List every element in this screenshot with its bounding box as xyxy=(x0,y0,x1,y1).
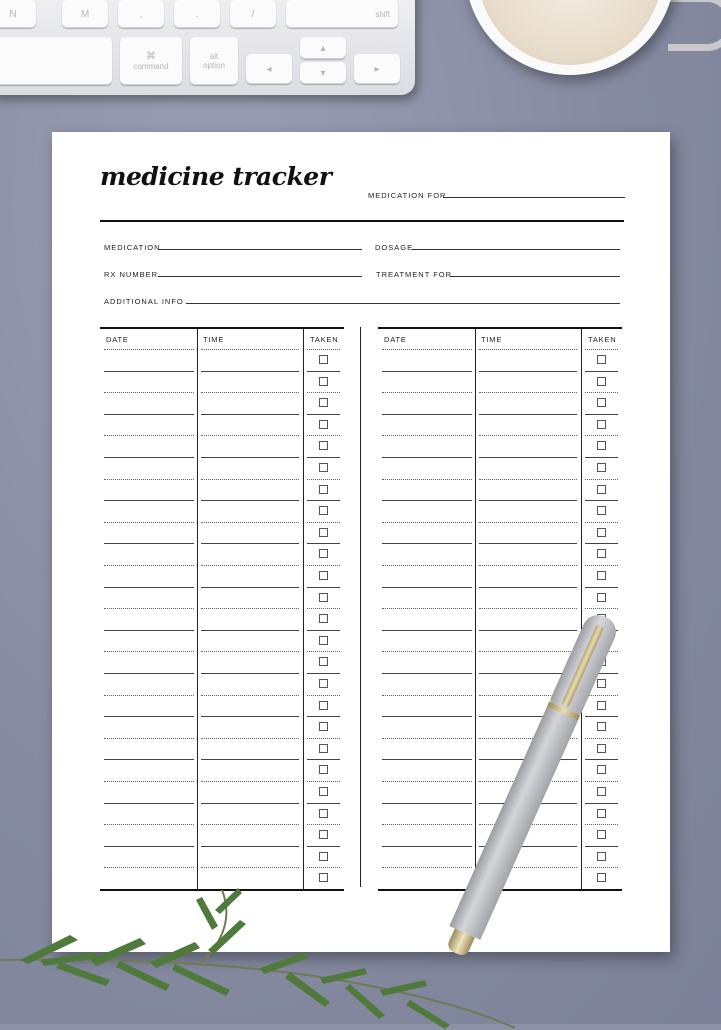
key-space xyxy=(0,37,112,85)
date-cell[interactable] xyxy=(104,608,194,609)
time-cell[interactable] xyxy=(201,803,299,804)
date-cell[interactable] xyxy=(104,565,194,566)
taken-checkbox[interactable] xyxy=(319,506,328,515)
key-label: M xyxy=(80,8,90,20)
date-cell[interactable] xyxy=(382,500,472,501)
taken-cell[interactable] xyxy=(585,500,618,501)
taken-checkbox[interactable] xyxy=(597,593,606,602)
taken-checkbox[interactable] xyxy=(319,787,328,796)
taken-cell[interactable] xyxy=(307,349,340,350)
time-cell[interactable] xyxy=(201,479,299,480)
taken-header: TAKEN xyxy=(588,335,617,344)
taken-checkbox[interactable] xyxy=(597,528,606,537)
arrow-left-icon: ◂ xyxy=(266,63,272,75)
taken-checkbox[interactable] xyxy=(597,549,606,558)
taken-cell[interactable] xyxy=(585,781,618,782)
taken-checkbox[interactable] xyxy=(319,636,328,645)
taken-checkbox[interactable] xyxy=(319,593,328,602)
taken-cell[interactable] xyxy=(585,759,618,760)
taken-checkbox[interactable] xyxy=(597,873,606,882)
column-divider xyxy=(197,329,198,889)
taken-cell[interactable] xyxy=(307,543,340,544)
key-label: option xyxy=(203,61,225,70)
time-cell[interactable] xyxy=(201,565,299,566)
time-cell[interactable] xyxy=(201,587,299,588)
medication-for-label: MEDICATION FOR xyxy=(368,191,447,200)
taken-cell[interactable] xyxy=(307,371,340,372)
date-cell[interactable] xyxy=(382,759,472,760)
taken-cell[interactable] xyxy=(307,846,340,847)
date-cell[interactable] xyxy=(104,781,194,782)
time-cell[interactable] xyxy=(201,824,299,825)
log-table-left xyxy=(100,327,344,891)
rosemary-sprig xyxy=(0,880,520,1030)
date-cell[interactable] xyxy=(104,867,194,868)
date-cell[interactable] xyxy=(382,695,472,696)
time-cell[interactable] xyxy=(201,392,299,393)
taken-cell[interactable] xyxy=(307,608,340,609)
date-cell[interactable] xyxy=(382,371,472,372)
date-cell[interactable] xyxy=(104,414,194,415)
taken-checkbox[interactable] xyxy=(597,744,606,753)
date-cell[interactable] xyxy=(104,392,194,393)
time-header: TIME xyxy=(203,335,225,344)
arrow-right-key xyxy=(354,54,400,84)
date-cell[interactable] xyxy=(382,608,472,609)
additional-info-field[interactable] xyxy=(186,303,620,304)
taken-cell[interactable] xyxy=(307,587,340,588)
date-cell[interactable] xyxy=(382,435,472,436)
date-cell[interactable] xyxy=(382,673,472,674)
taken-checkbox[interactable] xyxy=(597,765,606,774)
taken-cell[interactable] xyxy=(307,435,340,436)
key-label: shift xyxy=(375,9,390,19)
taken-cell[interactable] xyxy=(585,543,618,544)
taken-cell[interactable] xyxy=(307,630,340,631)
taken-cell[interactable] xyxy=(307,673,340,674)
time-cell[interactable] xyxy=(479,371,577,372)
additional-info-label: ADDITIONAL INFO xyxy=(104,297,184,306)
time-cell[interactable] xyxy=(201,846,299,847)
time-cell[interactable] xyxy=(201,759,299,760)
date-cell[interactable] xyxy=(382,867,472,868)
time-cell[interactable] xyxy=(201,630,299,631)
taken-cell[interactable] xyxy=(307,738,340,739)
taken-checkbox[interactable] xyxy=(319,549,328,558)
taken-checkbox[interactable] xyxy=(597,485,606,494)
key-shift xyxy=(286,0,398,28)
date-cell[interactable] xyxy=(104,738,194,739)
date-cell[interactable] xyxy=(382,803,472,804)
treatment-for-field[interactable] xyxy=(450,276,620,277)
arrow-up-icon: ▴ xyxy=(320,42,326,54)
key-label: N xyxy=(9,8,17,20)
taken-checkbox[interactable] xyxy=(597,355,606,364)
taken-cell[interactable] xyxy=(307,651,340,652)
taken-header: TAKEN xyxy=(310,335,339,344)
taken-checkbox[interactable] xyxy=(319,830,328,839)
key-label: / xyxy=(251,8,255,20)
taken-cell[interactable] xyxy=(585,414,618,415)
key-comma xyxy=(118,0,164,28)
date-cell[interactable] xyxy=(104,371,194,372)
taken-cell[interactable] xyxy=(585,846,618,847)
date-cell[interactable] xyxy=(382,781,472,782)
date-cell[interactable] xyxy=(104,651,194,652)
taken-cell[interactable] xyxy=(585,522,618,523)
date-cell[interactable] xyxy=(104,543,194,544)
date-header: DATE xyxy=(384,335,407,344)
key-option xyxy=(190,37,238,85)
taken-cell[interactable] xyxy=(585,695,618,696)
medication-label: MEDICATION xyxy=(104,243,161,252)
date-cell[interactable] xyxy=(104,695,194,696)
taken-checkbox[interactable] xyxy=(597,377,606,386)
treatment-for-label: TREATMENT FOR xyxy=(376,270,453,279)
key-label: command xyxy=(133,62,169,71)
rx-number-label: RX NUMBER xyxy=(104,270,159,279)
time-cell[interactable] xyxy=(201,695,299,696)
taken-checkbox[interactable] xyxy=(319,722,328,731)
date-cell[interactable] xyxy=(382,414,472,415)
taken-cell[interactable] xyxy=(585,392,618,393)
time-cell[interactable] xyxy=(479,565,577,566)
date-cell[interactable] xyxy=(382,824,472,825)
arrow-right-icon: ▸ xyxy=(374,63,380,75)
date-cell[interactable] xyxy=(382,587,472,588)
taken-checkbox[interactable] xyxy=(597,787,606,796)
date-cell[interactable] xyxy=(104,846,194,847)
date-cell[interactable] xyxy=(382,738,472,739)
date-header: DATE xyxy=(106,335,129,344)
time-cell[interactable] xyxy=(201,414,299,415)
taken-cell[interactable] xyxy=(307,500,340,501)
column-divider xyxy=(303,329,304,889)
time-cell[interactable] xyxy=(201,738,299,739)
taken-checkbox[interactable] xyxy=(597,679,606,688)
taken-checkbox[interactable] xyxy=(319,701,328,710)
date-cell[interactable] xyxy=(382,349,472,350)
taken-cell[interactable] xyxy=(307,781,340,782)
taken-checkbox[interactable] xyxy=(597,420,606,429)
date-cell[interactable] xyxy=(104,759,194,760)
taken-cell[interactable] xyxy=(585,349,618,350)
time-cell[interactable] xyxy=(201,651,299,652)
taken-checkbox[interactable] xyxy=(319,441,328,450)
dosage-label: DOSAGE xyxy=(375,243,414,252)
taken-cell[interactable] xyxy=(585,716,618,717)
date-cell[interactable] xyxy=(104,630,194,631)
time-cell[interactable] xyxy=(201,371,299,372)
taken-checkbox[interactable] xyxy=(319,852,328,861)
date-cell[interactable] xyxy=(104,522,194,523)
time-cell[interactable] xyxy=(201,673,299,674)
taken-checkbox[interactable] xyxy=(319,614,328,623)
medication-field[interactable] xyxy=(158,249,362,250)
sprig-leaves xyxy=(20,888,450,1029)
taken-checkbox[interactable] xyxy=(319,355,328,364)
column-divider xyxy=(581,329,582,889)
time-cell[interactable] xyxy=(479,587,577,588)
date-cell[interactable] xyxy=(104,824,194,825)
time-cell[interactable] xyxy=(479,500,577,501)
date-cell[interactable] xyxy=(382,543,472,544)
time-cell[interactable] xyxy=(201,349,299,350)
taken-cell[interactable] xyxy=(307,414,340,415)
taken-cell[interactable] xyxy=(585,371,618,372)
dosage-field[interactable] xyxy=(412,249,620,250)
taken-cell[interactable] xyxy=(307,565,340,566)
date-cell[interactable] xyxy=(382,630,472,631)
time-cell[interactable] xyxy=(479,392,577,393)
date-cell[interactable] xyxy=(382,651,472,652)
date-cell[interactable] xyxy=(382,846,472,847)
title-rule xyxy=(100,220,624,222)
taken-checkbox[interactable] xyxy=(319,765,328,774)
time-cell[interactable] xyxy=(201,457,299,458)
date-cell[interactable] xyxy=(104,587,194,588)
key-m xyxy=(62,0,108,28)
time-cell[interactable] xyxy=(479,608,577,609)
time-cell[interactable] xyxy=(479,457,577,458)
taken-checkbox[interactable] xyxy=(597,506,606,515)
time-cell[interactable] xyxy=(201,781,299,782)
time-cell[interactable] xyxy=(479,479,577,480)
taken-checkbox[interactable] xyxy=(597,571,606,580)
taken-checkbox[interactable] xyxy=(597,463,606,472)
rx-number-field[interactable] xyxy=(158,276,362,277)
key-period xyxy=(174,0,220,28)
taken-checkbox[interactable] xyxy=(597,830,606,839)
column-divider xyxy=(475,329,476,889)
taken-checkbox[interactable] xyxy=(319,377,328,386)
date-cell[interactable] xyxy=(104,803,194,804)
arrow-down-key xyxy=(300,62,346,84)
taken-cell[interactable] xyxy=(307,695,340,696)
time-cell[interactable] xyxy=(201,716,299,717)
date-cell[interactable] xyxy=(104,349,194,350)
taken-cell[interactable] xyxy=(307,479,340,480)
time-cell[interactable] xyxy=(201,543,299,544)
key-slash xyxy=(230,0,276,28)
taken-cell[interactable] xyxy=(307,824,340,825)
time-cell[interactable] xyxy=(479,414,577,415)
arrow-up-key xyxy=(300,37,346,59)
key-label: alt xyxy=(209,52,219,61)
time-cell[interactable] xyxy=(201,522,299,523)
taken-checkbox[interactable] xyxy=(319,528,328,537)
taken-cell[interactable] xyxy=(585,824,618,825)
taken-cell[interactable] xyxy=(307,392,340,393)
cup-handle xyxy=(668,0,721,51)
time-cell[interactable] xyxy=(479,543,577,544)
taken-cell[interactable] xyxy=(307,867,340,868)
command-icon: ⌘ xyxy=(146,51,156,62)
taken-cell[interactable] xyxy=(585,457,618,458)
taken-checkbox[interactable] xyxy=(319,420,328,429)
key-label: . xyxy=(195,8,199,20)
date-cell[interactable] xyxy=(104,673,194,674)
time-header: TIME xyxy=(481,335,503,344)
taken-cell[interactable] xyxy=(585,479,618,480)
date-cell[interactable] xyxy=(382,565,472,566)
taken-checkbox[interactable] xyxy=(597,722,606,731)
time-cell[interactable] xyxy=(201,500,299,501)
date-cell[interactable] xyxy=(104,716,194,717)
taken-checkbox[interactable] xyxy=(597,701,606,710)
time-cell[interactable] xyxy=(479,630,577,631)
table-top-rule xyxy=(100,327,344,329)
time-cell[interactable] xyxy=(201,867,299,868)
arrow-left-key xyxy=(246,54,292,84)
time-cell[interactable] xyxy=(479,651,577,652)
date-cell[interactable] xyxy=(382,522,472,523)
date-cell[interactable] xyxy=(382,457,472,458)
taken-cell[interactable] xyxy=(585,738,618,739)
time-cell[interactable] xyxy=(479,522,577,523)
time-cell[interactable] xyxy=(201,608,299,609)
taken-cell[interactable] xyxy=(585,565,618,566)
date-cell[interactable] xyxy=(104,479,194,480)
taken-checkbox[interactable] xyxy=(597,398,606,407)
taken-checkbox[interactable] xyxy=(597,852,606,861)
date-cell[interactable] xyxy=(382,479,472,480)
date-cell[interactable] xyxy=(104,500,194,501)
log-table-right xyxy=(378,327,622,891)
page-title: medicine tracker xyxy=(100,162,332,191)
date-cell[interactable] xyxy=(104,457,194,458)
taken-cell[interactable] xyxy=(585,803,618,804)
taken-checkbox[interactable] xyxy=(319,679,328,688)
keyboard xyxy=(0,0,415,95)
taken-checkbox[interactable] xyxy=(597,441,606,450)
key-n xyxy=(0,0,36,28)
taken-cell[interactable] xyxy=(585,867,618,868)
key-command xyxy=(120,37,182,85)
taken-cell[interactable] xyxy=(307,759,340,760)
taken-checkbox[interactable] xyxy=(319,485,328,494)
taken-cell[interactable] xyxy=(307,522,340,523)
taken-checkbox[interactable] xyxy=(319,463,328,472)
taken-checkbox[interactable] xyxy=(319,809,328,818)
taken-cell[interactable] xyxy=(307,803,340,804)
taken-cell[interactable] xyxy=(307,457,340,458)
key-label: , xyxy=(139,8,143,20)
date-cell[interactable] xyxy=(104,435,194,436)
taken-cell[interactable] xyxy=(307,716,340,717)
medication-for-field[interactable] xyxy=(443,197,625,198)
date-cell[interactable] xyxy=(382,716,472,717)
time-cell[interactable] xyxy=(479,349,577,350)
taken-checkbox[interactable] xyxy=(319,744,328,753)
taken-checkbox[interactable] xyxy=(319,398,328,407)
date-cell[interactable] xyxy=(382,392,472,393)
taken-checkbox[interactable] xyxy=(597,809,606,818)
table-top-rule xyxy=(378,327,622,329)
medicine-tracker-sheet xyxy=(52,132,670,952)
taken-checkbox[interactable] xyxy=(319,571,328,580)
time-cell[interactable] xyxy=(479,435,577,436)
taken-checkbox[interactable] xyxy=(319,657,328,666)
taken-cell[interactable] xyxy=(585,587,618,588)
time-cell[interactable] xyxy=(201,435,299,436)
taken-cell[interactable] xyxy=(585,435,618,436)
table-divider xyxy=(360,327,361,887)
arrow-down-icon: ▾ xyxy=(320,67,326,79)
